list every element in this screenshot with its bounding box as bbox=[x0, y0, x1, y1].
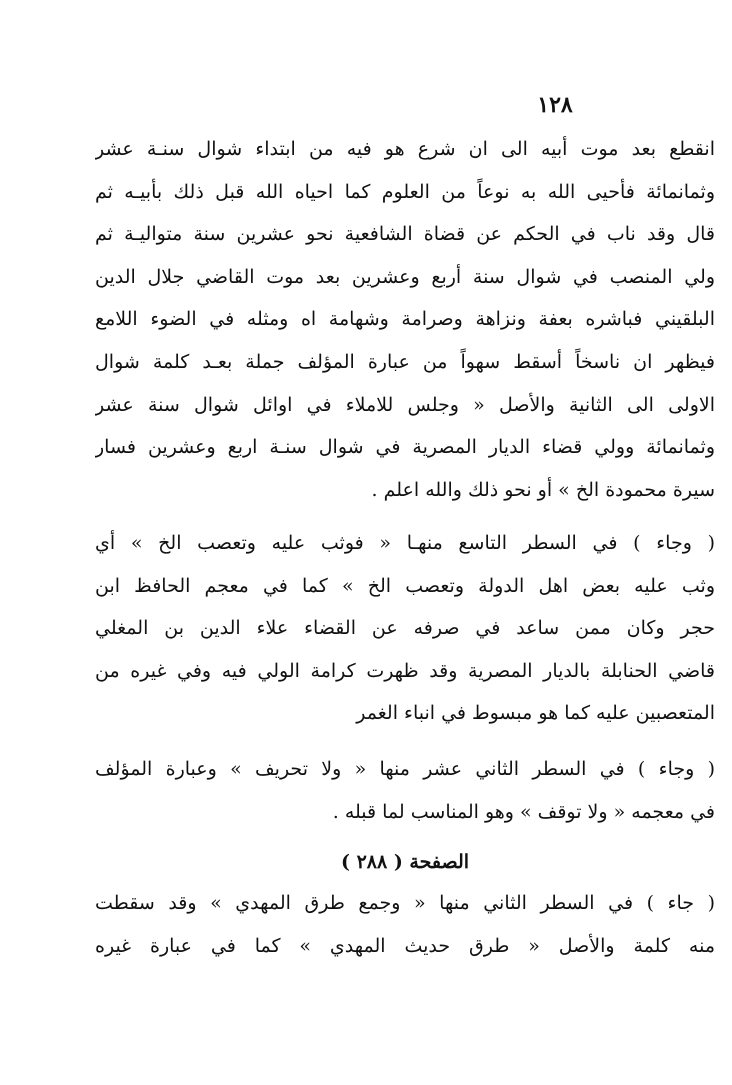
text-line: ( وجاء ) في السطر الثاني عشر منها « ولا تحريف » وعبارة المؤلف bbox=[95, 758, 715, 780]
text-line: حجر وكان ممن ساعد في صرفه عن القضاء علاء الدين بن المغلي bbox=[95, 617, 715, 640]
paragraph-4 bbox=[95, 882, 715, 967]
text-line: وثب عليه بعض اهل الدولة وتعصب الخ » كما في معجم الحافظ ابن bbox=[95, 574, 715, 597]
text-line: وثمانمائة فأحيى الله به نوعاً من العلوم كما احياه الله قبل ذلك بأبيـه ثم bbox=[95, 180, 715, 203]
paragraph-2 bbox=[95, 522, 715, 735]
paragraph-3 bbox=[95, 748, 715, 833]
paragraph-1 bbox=[95, 128, 715, 511]
text-line: منه كلمة والأصل « طرق حديث المهدي » كما في عبارة غيره bbox=[95, 934, 715, 957]
text-line: المتعصبين عليه كما هو مبسوط في انباء الغمر bbox=[356, 702, 715, 725]
text-line: قال وقد ناب في الحكم عن قضاة الشافعية نحو عشرين سنة متواليـة ثم bbox=[95, 223, 715, 246]
text-line: سيرة محمودة الخ » أو نحو ذلك والله اعلم . bbox=[371, 478, 715, 501]
text-line: ( وجاء ) في السطر التاسع منهـا « فوثب عليه وتعصب الخ » أي bbox=[95, 532, 715, 554]
text-line: في معجمه « ولا توقف » وهو المناسب لما قبله . bbox=[332, 800, 715, 823]
text-line: قاضي الحنابلة بالديار المصرية وقد ظهرت كرامة الولي فيه وفي غيره من bbox=[95, 659, 715, 682]
page-number: ١٢٨ bbox=[537, 92, 573, 118]
text-line: ولي المنصب في شوال سنة أربع وعشرين بعد موت القاضي جلال الدين bbox=[95, 265, 715, 288]
section-heading: الصفحة ( ٢٨٨ ) bbox=[340, 851, 470, 873]
text-line: وثمانمائة وولي قضاء الديار المصرية في شوال سنـة اربع وعشرين فسار bbox=[95, 436, 715, 459]
text-line: فيظهر ان ناسخاً أسقط سهواً من عبارة المؤلف جملة بعـد كلمة شوال bbox=[95, 350, 715, 373]
text-line: ( جاء ) في السطر الثاني منها « وجمع طرق المهدي » وقد سقطت bbox=[95, 892, 715, 914]
text-line: انقطع بعد موت أبيه الى ان شرع هو فيه من ابتداء شوال سنـة عشر bbox=[95, 138, 715, 160]
text-line: الاولى الى الثانية والأصل « وجلس للاملاء في اوائل شوال سنة عشر bbox=[95, 393, 715, 416]
text-line: البلقيني فباشره بعفة ونزاهة وصرامة وشهامة اه ومثله في الضوء اللامع bbox=[95, 308, 715, 331]
